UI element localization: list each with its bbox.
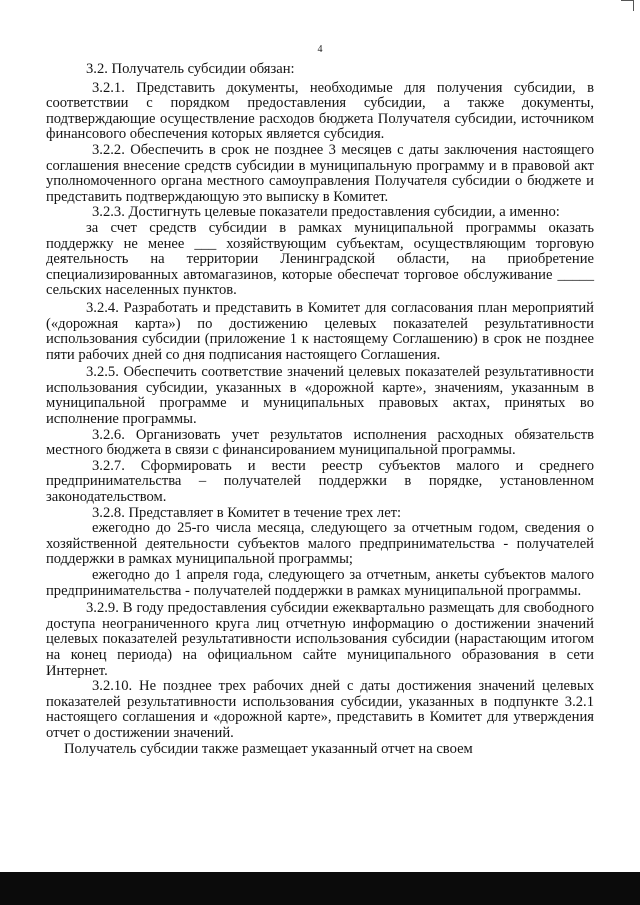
final-paragraph: Получатель субсидии также размещает указанный отчет на своем (64, 740, 473, 757)
clause-3-2-5: 3.2.5. Обеспечить соответствие значений целевых показателей результативности использования субсидии, указанных в «дорожной карте», значениям, указанным в муниципальной программе и муниципальных правовых актах, принятых во исполнение программы. (46, 364, 594, 428)
clause-3-2-1: 3.2.1. Представить документы, необходимые для получения субсидии, в соответствии с порядком предоставления субсидии, а также документы, подтверждающие осуществление расходов бюджета Получателя субсидии, источником финансового обеспечения которых является субсидия. (46, 79, 594, 143)
scan-bottom-edge (0, 872, 640, 905)
clause-3-2-4: 3.2.4. Разработать и представить в Комитет для согласования план мероприятий («дорожная карта») по достижению целевых показателей результативности использования субсидии (приложение 1 к настоящему Соглашению) в срок не позднее пяти рабочих дней со дня подписания настоящего Соглашения. (46, 299, 594, 363)
clause-3-2-10: 3.2.10. Не позднее трех рабочих дней с даты достижения значений целевых показателей результативности использования субсидии, указанных в подпункте 3.2.1 настоящего соглашения и «дорожной карте», представить в Комитет для утверждения отчет о достижении значений. (46, 678, 594, 741)
section-heading: 3.2. Получатель субсидии обязан: (86, 61, 295, 77)
clause-3-2-7: 3.2.7. Сформировать и вести реестр субъектов малого и среднего предпринимательства – получателей поддержки в порядке, установленном законодательством. (46, 457, 594, 506)
clause-3-2-9: 3.2.9. В году предоставления субсидии ежеквартально размещать для свободного доступа неограниченного круга лиц отчетную информацию о достижении значений целевых показателей результативности использования субсидии (нарастающим итогом на конец периода) на официальном сайте муниципального образования в сети Интернет. (46, 600, 594, 679)
page-number: 4 (317, 44, 323, 55)
scan-corner-mark (621, 0, 634, 11)
clause-3-2-6: 3.2.6. Организовать учет результатов исполнения расходных обязательств местного бюджета в связи с финансированием муниципальной программы. (46, 426, 594, 459)
document-body (46, 62, 594, 757)
clause-3-2-8: 3.2.8. Представляет в Комитет в течение трех лет: (92, 504, 402, 521)
clause-3-2-2: 3.2.2. Обеспечить в срок не позднее 3 месяцев с даты заключения настоящего соглашения внесение средств субсидии в муниципальную программу и в правовой акт уполномоченного органа местного самоуправления Получателя субсидии о бюджете и представить подтверждающую это выписку в Комитет. (46, 141, 594, 205)
clause-3-2-8-questionnaires: ежегодно до 1 апреля года, следующего за отчетным, анкеты субъектов малого предпринимательства - получателей поддержки в рамках муниципальной программы. (46, 567, 594, 599)
clause-3-2-8-annual-report: ежегодно до 25-го числа месяца, следующего за отчетным годом, сведения о хозяйственной деятельности субъектов малого предпринимательства - получателей поддержки в рамках муниципальной программы; (46, 520, 594, 568)
clause-3-2-3-target: за счет средств субсидии в рамках муниципальной программы оказать поддержку не менее ___ хозяйствующим субъектам, осуществляющим торговую деятельность на территории Ленинградской области, на приобретение специализированных автомагазинов, которые обеспечат торговое обслуживание _____ сельских населенных пунктов. (46, 219, 594, 299)
clause-3-2-3: 3.2.3. Достигнуть целевые показатели предоставления субсидии, а именно: (92, 204, 560, 221)
